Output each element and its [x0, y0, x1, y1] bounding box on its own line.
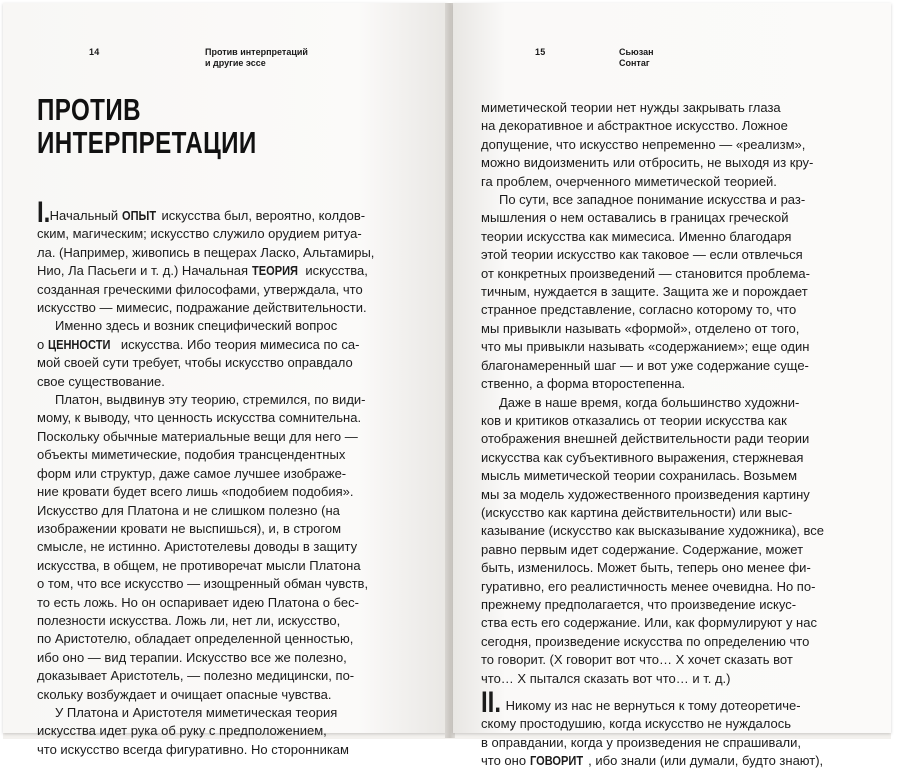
text-line: искусства идет рука об руку с предположением,: [37, 723, 327, 739]
paragraph: [37, 317, 437, 391]
text-line: гуративно, его реалистичность менее очевидна. Но по-: [481, 578, 816, 594]
text-line: изображении кровати не выспишься), и, в строгом: [37, 520, 342, 536]
text-line: смысле, не истинно. Аристотелевы доводы в защиту: [37, 539, 358, 555]
left-page-body: [37, 196, 437, 759]
paragraph: [37, 391, 437, 704]
text-line: миметической теории нет нужды закрывать глаза: [481, 100, 781, 115]
text-line: допущение, что искусство непременно — «реализм»,: [481, 136, 806, 152]
running-head: [619, 47, 654, 69]
text-line: Искусство для Платона и не слишком полезно (на: [37, 502, 340, 518]
text-line: ским, магическим; искусство служило орудием ритуа-: [37, 226, 362, 242]
text-line: ственно, а форма второстепенна.: [481, 376, 686, 392]
right-page: [453, 3, 891, 769]
running-head-line: и другие эссе: [205, 58, 266, 68]
text-line: свое существование.: [37, 373, 165, 389]
text-line: теории искусства как мимесиса. Именно благодаря: [481, 228, 792, 244]
text-line: ла. (Например, живопись в пещерах Ласко, Альтамиры,: [37, 244, 375, 260]
running-head-line: Против интерпретаций: [205, 47, 308, 57]
text-line: полезности искусства. Ложь ли, нет ли, искусство,: [37, 612, 341, 628]
text-line: что искусство всегда фигуративно. Но сторонникам: [37, 741, 349, 757]
text-line: сегодня, произведение искусства по определению что: [481, 633, 810, 649]
keyword: ГОВОРИТ: [529, 753, 583, 769]
text-line: созданная греческими философами, утверждала, что: [37, 281, 363, 297]
text-line: объекты миметические, подобия трансцендентных: [37, 447, 346, 463]
text-line: то есть ложь. Но он оспаривает идею Платона о бес-: [37, 594, 359, 610]
text-line: странное представление, согласно которому то, что: [481, 302, 797, 318]
text-line: искусства, в общем, не противоречат мысли Платона: [37, 557, 361, 573]
paragraph: [37, 704, 437, 759]
paragraph: [481, 394, 881, 689]
paragraph: [481, 191, 881, 393]
text-line: (искусство как картина действительности) или выс-: [481, 504, 793, 520]
running-head: [205, 47, 308, 69]
text-line: прежнему предполагается, что произведение искус-: [481, 596, 797, 612]
keyword: ТЕОРИЯ: [251, 263, 298, 279]
page-number: 14: [89, 47, 100, 57]
section-number: II.: [481, 686, 502, 719]
text-line: мышления о нем оставались в границах греческой: [481, 210, 789, 226]
left-page: [3, 3, 447, 757]
text-line: мой своей сути требует, чтобы искусство оправдало: [37, 355, 353, 371]
text-line: что мы привыкли называть «содержанием»; еще один: [481, 339, 810, 355]
text-line: на декоративное и абстрактное искусство. Ложное: [481, 118, 788, 134]
text-line: скому простодушию, когда искусство не нуждалось: [481, 716, 792, 732]
text-line: по Аристотелю, обладает определенной ценностью,: [37, 631, 354, 647]
text-line: этой теории искусство как таковое — если отвлечься: [481, 247, 803, 263]
section-number: I.: [37, 196, 51, 229]
text-line: I.Начальный ОПЫТ искусства был, вероятно, колдов-: [37, 196, 366, 229]
text-line: Даже в наше время, когда большинство художни-: [499, 394, 800, 410]
text-line: мы за модель художественного произведения картину: [481, 486, 810, 502]
paragraph: [481, 686, 881, 771]
text-line: ков и критиков отказались от теории искусства как: [481, 412, 787, 428]
page-number: 15: [535, 47, 546, 57]
running-head-line: Сонтаг: [619, 58, 650, 68]
text-line: У Платона и Аристотеля миметическая теория: [55, 704, 338, 720]
text-line: II. Никому из нас не вернуться к тому дотеоретиче-: [481, 686, 801, 719]
keyword: ЦЕННОСТИ: [47, 336, 111, 352]
text-line: мому, к выводу, что ценность искусства сомнительна.: [37, 410, 362, 426]
text-line: Поскольку обычные материальные вещи для него —: [37, 428, 358, 444]
text-line: ства есть его содержание. Или, как формулируют у нас: [481, 615, 817, 631]
text-line: искусства как субъективного выражения, стержневая: [481, 449, 804, 465]
text-line: можно видоизменить или отбросить, не выходя из кру-: [481, 155, 814, 171]
text-line: форм или структур, даже самое лучшее изображе-: [37, 465, 347, 481]
text-line: тичным, нуждается в защите. Защита же и порождает: [481, 284, 808, 300]
text-line: то говорит. (X говорит вот что… X хочет сказать вот: [481, 652, 793, 668]
text-line: от конкретных произведений — становится проблема-: [481, 265, 810, 281]
text-line: Нио, Ла Пасьеги и т. д.) Начальная ТЕОРИЯ искусства,: [37, 262, 437, 280]
text-line: отображения внешней действительности ради теории: [481, 431, 810, 447]
text-line: доказывает Аристотель, — полезно медицински, по-: [37, 668, 355, 684]
essay-title: [37, 93, 257, 159]
text-line: в оправдании, когда у произведения не спрашивали,: [481, 734, 802, 750]
text-line: что оно ГОВОРИТ , ибо знали (или думали, будто знают),: [481, 752, 881, 770]
text-line: мы привыкли называть «формой», отделено от того,: [481, 320, 800, 336]
text-line: о ЦЕННОСТИ искусства. Ибо теория мимесиса по са-: [37, 336, 437, 354]
paragraph: [37, 196, 437, 317]
text-line: быть, изменилось. Может быть, теперь оно менее фи-: [481, 560, 811, 576]
running-head-line: Сьюзан: [619, 47, 654, 57]
text-line: мысль миметической теории сохранилась. Возьмем: [481, 468, 798, 484]
text-line: Платон, выдвинув эту теорию, стремился, по види-: [55, 392, 366, 408]
text-line: га проблем, очерченного миметической теорией.: [481, 173, 777, 189]
keyword: ОПЫТ: [121, 208, 156, 223]
text-line: Именно здесь и возник специфический вопрос: [55, 318, 338, 334]
text-line: казывание (искусство как высказывание художника), все: [481, 523, 824, 539]
text-line: о том, что все искусство — изощренный обман чувств,: [37, 576, 369, 592]
text-line: скольку возбуждает и очищает опасные чувства.: [37, 686, 332, 702]
text-line: искусство — мимесис, подражание действительности.: [37, 300, 367, 316]
title-line: ИНТЕРПРЕТАЦИИ: [37, 125, 257, 160]
paragraph: [481, 99, 881, 191]
right-page-body: [481, 99, 881, 771]
title-line: ПРОТИВ: [37, 92, 141, 127]
text-line: равно первым идет содержание. Содержание, может: [481, 541, 804, 557]
text-line: что… X пытался сказать вот что… и т. д.): [481, 670, 731, 686]
text-line: ибо оно — вид терапии. Искусство все же полезно,: [37, 649, 347, 665]
text-line: ние кровати будет всего лишь «подобием подобия».: [37, 484, 354, 500]
text-line: По сути, все западное понимание искусства и раз-: [499, 192, 806, 208]
book-spread: [3, 3, 891, 769]
text-line: благонамеренный шаг — и вот уже содержание суще-: [481, 357, 809, 373]
